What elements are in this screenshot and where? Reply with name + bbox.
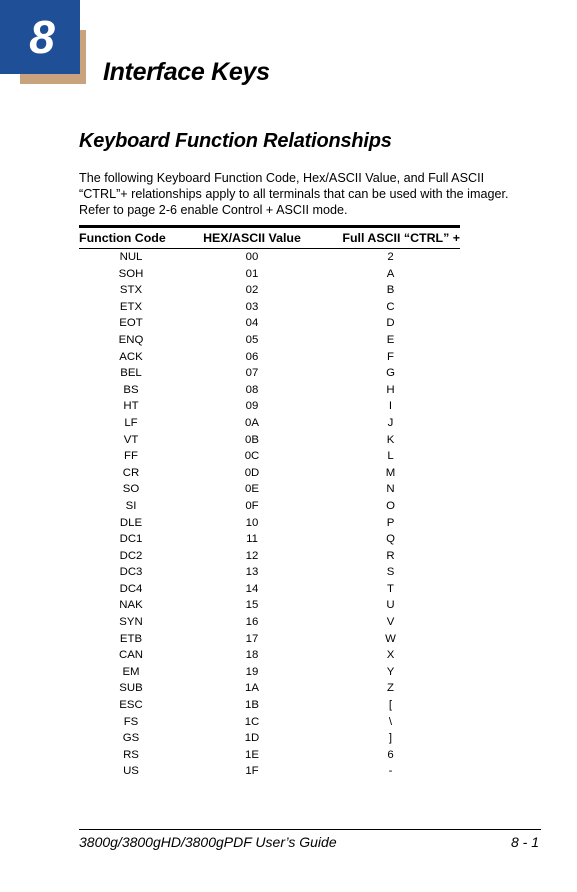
hex-value-cell: 1E <box>245 748 259 761</box>
table-row <box>79 581 460 598</box>
header-hex-ascii-value: HEX/ASCII Value <box>203 231 301 245</box>
hex-value-cell: 15 <box>245 599 259 612</box>
ctrl-key-cell: R <box>386 549 395 562</box>
hex-value-cell: 0A <box>245 416 259 429</box>
hex-value-cell: 11 <box>246 533 258 546</box>
chapter-title: Interface Keys <box>103 58 270 86</box>
table-row <box>79 382 460 399</box>
function-code-cell: FF <box>124 450 138 463</box>
ctrl-key-cell: 6 <box>387 748 394 761</box>
hex-value-cell: 06 <box>245 350 259 363</box>
function-code-cell: DLE <box>119 516 143 529</box>
table-row <box>79 448 460 465</box>
table-row <box>79 266 460 283</box>
hex-value-cell: 02 <box>245 284 259 297</box>
hex-value-cell: 09 <box>245 400 259 413</box>
ctrl-key-cell: I <box>388 400 393 413</box>
function-code-cell: SI <box>125 499 137 512</box>
ctrl-key-cell: F <box>387 350 394 363</box>
hex-value-cell: 17 <box>245 632 259 645</box>
chapter-number: 8 <box>29 11 55 63</box>
table-row <box>79 332 460 349</box>
table-row <box>79 315 460 332</box>
hex-value-cell: 0F <box>245 499 259 512</box>
ctrl-key-cell: A <box>386 267 395 280</box>
ctrl-key-cell: E <box>386 333 395 346</box>
table-row <box>79 597 460 614</box>
function-code-cell: US <box>123 765 139 778</box>
ctrl-key-cell: K <box>386 433 395 446</box>
function-code-cell: ACK <box>119 350 143 363</box>
hex-value-cell: 1D <box>244 732 260 745</box>
ctrl-key-cell: T <box>387 582 394 595</box>
ctrl-key-cell: 2 <box>387 251 394 263</box>
ctrl-key-cell: Q <box>386 533 395 546</box>
function-code-cell: SYN <box>119 616 143 629</box>
table-row <box>79 365 460 382</box>
hex-value-cell: 01 <box>245 267 259 280</box>
table-row <box>79 432 460 449</box>
table-row <box>79 481 460 498</box>
hex-value-cell: 1F <box>245 765 259 778</box>
function-code-cell: DC1 <box>119 533 143 546</box>
hex-value-cell: 1B <box>245 699 259 712</box>
intro-line: Refer to page 2-6 enable Control + ASCII mode. <box>79 203 348 217</box>
chapter-tab <box>0 0 80 74</box>
function-code-cell: ETX <box>119 300 143 313</box>
ctrl-key-cell: X <box>386 649 395 662</box>
intro-line: “CTRL”+ relationships apply to all terminals that can be used with the imager. <box>79 187 509 201</box>
function-code-cell: DC3 <box>119 566 143 579</box>
ctrl-key-cell: C <box>386 300 395 313</box>
table-row <box>79 564 460 581</box>
keyboard-function-table <box>79 225 460 780</box>
hex-value-cell: 14 <box>245 582 259 595</box>
table-row <box>79 498 460 515</box>
function-code-cell: HT <box>123 400 139 413</box>
ctrl-key-cell: - <box>388 765 393 778</box>
table-row <box>79 614 460 631</box>
ctrl-key-cell: M <box>385 466 396 479</box>
header-function-code: Function Code <box>79 231 166 245</box>
table-row <box>79 680 460 697</box>
hex-value-cell: 13 <box>245 566 259 579</box>
intro-line: The following Keyboard Function Code, Hex/ASCII Value, and Full ASCII <box>79 171 485 185</box>
table-row <box>79 249 460 266</box>
function-code-cell: NUL <box>119 251 143 263</box>
function-code-cell: RS <box>123 748 139 761</box>
table-row <box>79 631 460 648</box>
function-code-cell: BEL <box>120 367 142 380</box>
table-row <box>79 747 460 764</box>
function-code-cell: VT <box>123 433 139 446</box>
function-code-cell: STX <box>119 284 143 297</box>
function-code-cell: BS <box>123 383 139 396</box>
ctrl-key-cell: Z <box>387 682 394 695</box>
function-code-cell: CR <box>122 466 140 479</box>
table-row <box>79 415 460 432</box>
hex-value-cell: 16 <box>245 616 259 629</box>
table-row <box>79 697 460 714</box>
table-row <box>79 664 460 681</box>
hex-value-cell: 10 <box>245 516 259 529</box>
hex-value-cell: 04 <box>245 317 259 330</box>
ctrl-key-cell: ] <box>388 732 393 745</box>
ctrl-key-cell: W <box>385 632 396 645</box>
table-row <box>79 647 460 664</box>
table-row <box>79 282 460 299</box>
table-row <box>79 515 460 532</box>
function-code-cell: EM <box>122 665 140 678</box>
ctrl-key-cell: J <box>387 416 394 429</box>
hex-value-cell: 0D <box>244 466 260 479</box>
hex-value-cell: 18 <box>245 649 259 662</box>
table-header-row <box>79 227 460 249</box>
ctrl-key-cell: L <box>387 450 394 463</box>
footer-page-number: 8 - 1 <box>510 834 539 850</box>
function-code-cell: SO <box>122 483 140 496</box>
hex-value-cell: 19 <box>245 665 259 678</box>
ctrl-key-cell: D <box>386 317 395 330</box>
hex-value-cell: 0B <box>245 433 259 446</box>
ctrl-key-cell: H <box>386 383 395 396</box>
function-code-cell: ENQ <box>118 333 144 346</box>
function-code-cell: LF <box>124 416 138 429</box>
ctrl-key-cell: U <box>386 599 395 612</box>
hex-value-cell: 07 <box>245 367 259 380</box>
hex-value-cell: 0E <box>245 483 259 496</box>
ctrl-key-cell: G <box>386 367 395 380</box>
table-row <box>79 299 460 316</box>
hex-value-cell: 00 <box>245 251 259 263</box>
footer-guide-title: 3800g/3800gHD/3800gPDF User’s Guide <box>79 834 337 850</box>
hex-value-cell: 0C <box>244 450 260 463</box>
intro-paragraph <box>79 170 539 218</box>
function-code-cell: DC2 <box>119 549 143 562</box>
function-code-cell: NAK <box>119 599 143 612</box>
table-row <box>79 398 460 415</box>
ctrl-key-cell: Y <box>386 665 395 678</box>
hex-value-cell: 1A <box>245 682 259 695</box>
ctrl-key-cell: O <box>386 499 395 512</box>
ctrl-key-cell: V <box>386 616 395 629</box>
table-body <box>79 249 460 781</box>
hex-value-cell: 03 <box>245 300 259 313</box>
section-title: Keyboard Function Relationships <box>79 130 392 152</box>
function-code-cell: DC4 <box>119 582 143 595</box>
function-code-cell: GS <box>122 732 140 745</box>
table-row <box>79 531 460 548</box>
table-row <box>79 349 460 366</box>
hex-value-cell: 12 <box>245 549 259 562</box>
table-row <box>79 465 460 482</box>
table-row <box>79 730 460 747</box>
ctrl-key-cell: N <box>386 483 395 496</box>
table-row <box>79 548 460 565</box>
table-row <box>79 763 460 780</box>
function-code-cell: FS <box>123 715 139 728</box>
header-full-ascii-ctrl: Full ASCII “CTRL” + <box>342 231 460 245</box>
ctrl-key-cell: B <box>386 284 395 297</box>
hex-value-cell: 05 <box>245 333 259 346</box>
ctrl-key-cell: S <box>386 566 395 579</box>
ctrl-key-cell: \ <box>388 715 393 728</box>
function-code-cell: SOH <box>118 267 144 280</box>
hex-value-cell: 1C <box>244 715 260 728</box>
table-row <box>79 714 460 731</box>
hex-value-cell: 08 <box>245 383 259 396</box>
ctrl-key-cell: P <box>386 516 395 529</box>
footer-divider <box>79 829 541 830</box>
function-code-cell: CAN <box>118 649 144 662</box>
ctrl-key-cell: [ <box>388 699 393 712</box>
function-code-cell: SUB <box>119 682 143 695</box>
function-code-cell: EOT <box>119 317 143 330</box>
function-code-cell: ESC <box>119 699 143 712</box>
function-code-cell: ETB <box>119 632 143 645</box>
